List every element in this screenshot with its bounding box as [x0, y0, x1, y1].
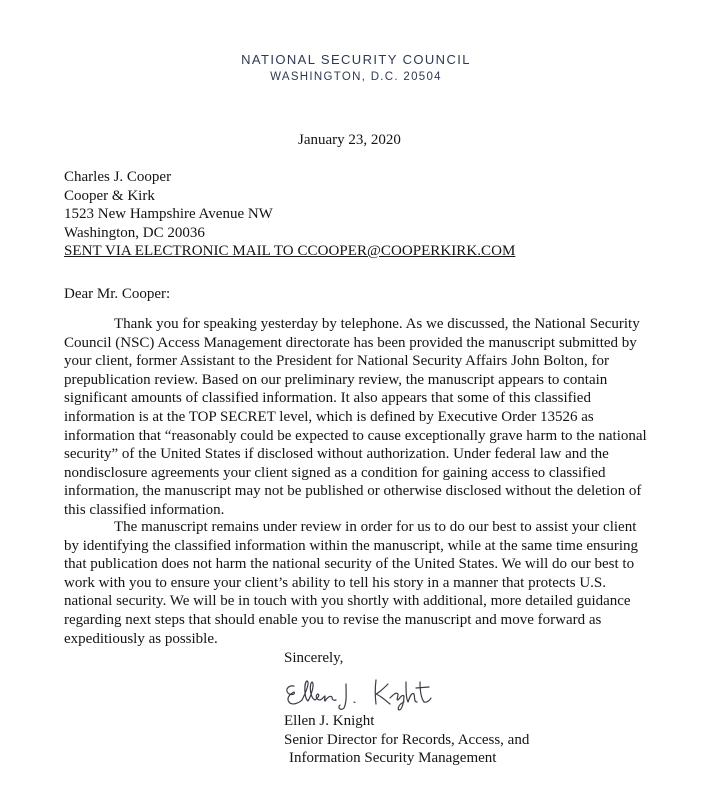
paragraph-line: Thank you for speaking yesterday by telephone. As we discussed, the National Security [114, 316, 640, 332]
body-paragraph-2 [64, 518, 660, 648]
letterhead-location: WASHINGTON, D.C. 20504 [270, 71, 442, 83]
handwritten-signature [280, 672, 470, 712]
recipient-address [64, 168, 273, 243]
paragraph-line: expeditiously as possible. [64, 630, 218, 647]
delivery-note: SENT VIA ELECTRONIC MAIL TO CCOOPER@COOPERKIRK.COM [64, 243, 516, 259]
paragraph-line: regarding next steps that should enable you to revise the manuscript and move forward as [64, 611, 602, 628]
paragraph-line: information that “reasonably could be expected to cause exceptionally grave harm to the national [64, 427, 647, 444]
paragraph-line: information, the manuscript may not be published or otherwise disclosed without the deletion of [64, 483, 642, 500]
paragraph-line: security” of the United States if disclosed without authorization. Under federal law and the [64, 446, 609, 463]
salutation: Dear Mr. Cooper: [64, 286, 171, 302]
recipient-city: Washington, DC 20036 [64, 225, 205, 242]
recipient-name: Charles J. Cooper [64, 169, 172, 185]
paragraph-line: by identifying the classified information within the manuscript, while at the same time ensuring [64, 537, 639, 554]
paragraph-line: The manuscript remains under review in order for us to do our best to assist your client [114, 519, 637, 535]
paragraph-line: that publication does not harm the national security of the United States. We will do our best to [64, 556, 635, 573]
paragraph-line: prepublication review. Based on our preliminary review, the manuscript appears to contain [64, 371, 608, 388]
paragraph-line: information is at the TOP SECRET level, which is defined by Executive Order 13526 as [64, 408, 594, 425]
signature-block [284, 712, 529, 768]
body-paragraph-1 [64, 315, 660, 520]
signer-title-line-1: Senior Director for Records, Access, and [284, 731, 530, 748]
letterhead-org: NATIONAL SECURITY COUNCIL [241, 52, 471, 67]
signer-title-line-2: Information Security Management [289, 750, 497, 767]
letter-date: January 23, 2020 [298, 132, 401, 148]
recipient-street: 1523 New Hampshire Avenue NW [64, 206, 273, 223]
paragraph-line: Council (NSC) Access Management directorate has been provided the manuscript submitted by [64, 334, 637, 351]
signer-name: Ellen J. Knight [284, 713, 375, 729]
paragraph-line: significant amounts of classified information. It also appears that some of this classified [64, 390, 591, 407]
paragraph-line: work with you to ensure your client’s ability to tell his story in a manner that protects U.S. [64, 574, 606, 591]
paragraph-line: this classified information. [64, 501, 225, 518]
paragraph-line: national security. We will be in touch with you shortly with additional, more detailed guidance [64, 593, 631, 610]
closing: Sincerely, [284, 650, 344, 666]
paragraph-line: nondisclosure agreements your client signed as a condition for gaining access to classified [64, 464, 606, 481]
recipient-firm: Cooper & Kirk [64, 187, 155, 204]
paragraph-line: your client, former Assistant to the President for National Security Affairs John Bolton, for [64, 353, 610, 370]
